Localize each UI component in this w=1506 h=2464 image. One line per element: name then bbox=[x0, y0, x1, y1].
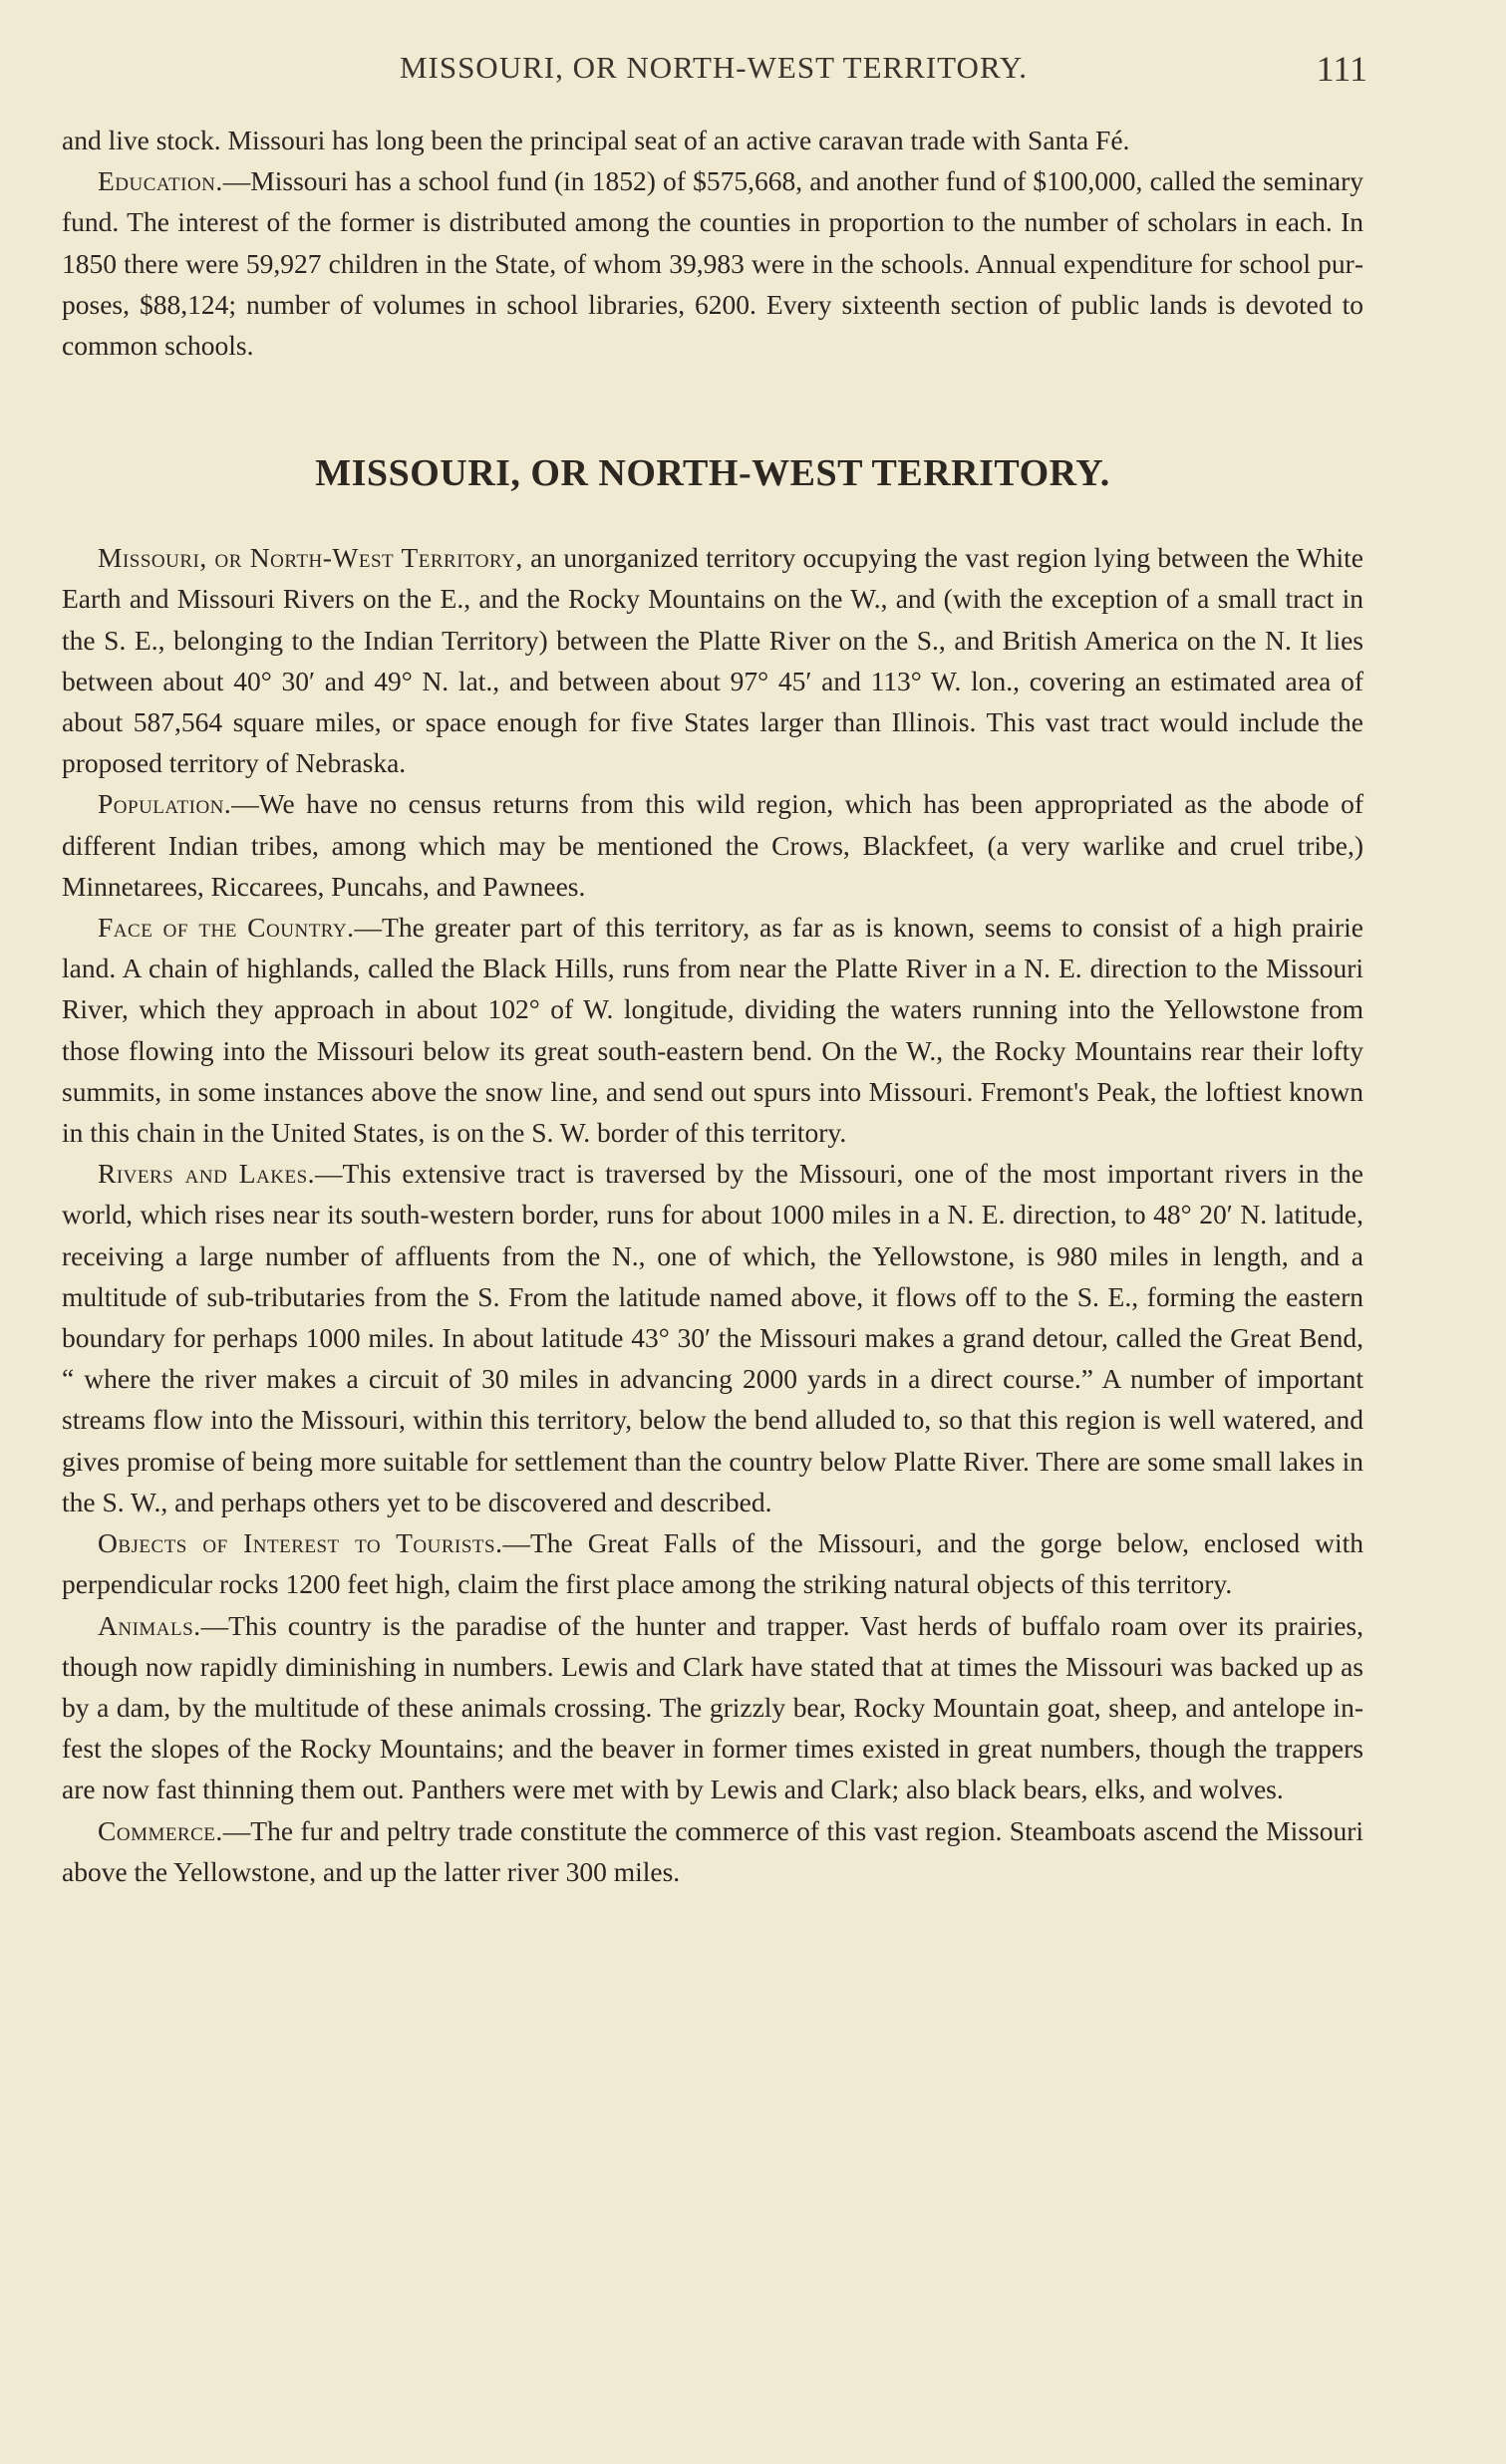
running-head bbox=[60, 50, 1367, 94]
paragraph-commerce bbox=[62, 1810, 1363, 1892]
body-text bbox=[62, 120, 1363, 1892]
page-number: 111 bbox=[1316, 49, 1367, 89]
paragraph-text: —The greater part of this territory, as far as is known, seems to consist of a high prairie land. A chain of highlands, called the Black Hills, runs from near the Platte River in a N. E. direction to the Missouri River, which they approach in about 102° of W. longitude, dividing the waters running into the Yellowstone from those flowing into the Missouri below its great south-eastern bend. On the W., the Rocky Mountains rear their lofty summits, in some instances above the snow line, and send out spurs into Missouri. Fremont's Peak, the loftiest known in this chain in the United States, is on the S. W. border of this territory. bbox=[62, 912, 1363, 1149]
paragraph-text: —The Great Falls of the Missouri, and the gorge below, enclosed with perpendicular rocks 1200 feet high, claim the first place among the striking natural objects of this territory. bbox=[62, 1527, 1363, 1600]
paragraph-heading: Commerce. bbox=[98, 1814, 223, 1846]
paragraph-heading: Education. bbox=[98, 165, 223, 197]
paragraph-heading: Missouri, or North-West Territory, bbox=[98, 542, 523, 574]
paragraph-heading: Rivers and Lakes. bbox=[98, 1158, 316, 1190]
paragraph-education bbox=[62, 160, 1363, 366]
paragraph-text: —The fur and peltry trade constitute the commerce of this vast region. Steamboats ascend the Missouri above the Yellowstone, and up the latter river 300 miles. bbox=[62, 1814, 1363, 1887]
paragraph-text: —This country is the paradise of the hunter and trapper. Vast herds of buffalo roam over its prairies, though now rapidly diminishing in numbers. Lewis and Clark have stated that at times the Missouri was backed up as by a dam, by the multitude of these animals crossing. The grizzly bear, Rocky Mountain goat, sheep, and antelope infest the slopes of the Rocky Mountains; and the beaver in former times existed in great numbers, though the trappers are now fast thinning them out. Panthers were met with by Lewis and Clark; also black bears, elks, and wolves. bbox=[62, 1609, 1363, 1805]
paragraph-heading: Animals. bbox=[98, 1609, 201, 1641]
paragraph-heading: Population. bbox=[98, 788, 232, 820]
paragraph-text: —Missouri has a school fund (in 1852) of $575,668, and another fund of $100,000, called the seminary fund. The interest of the former is distributed among the counties in proportion to the number of scholars in each. In 1850 there were 59,927 children in the State, of whom 39,983 were in the schools. Annual expenditure for school purposes, $88,124; number of volumes in school libraries, 6200. Every sixteenth section of public lands is devoted to common schools. bbox=[62, 165, 1363, 362]
paragraph-text: and live stock. Missouri has long been the principal seat of an active caravan trade with Santa Fé. bbox=[62, 125, 1130, 155]
paragraph-population bbox=[62, 783, 1363, 907]
paragraph-intro bbox=[62, 537, 1363, 783]
paragraph-face-of-country bbox=[62, 907, 1363, 1153]
paragraph-text: —This extensive tract is traversed by the Missouri, one of the most important rivers in the world, which rises near its south-western border, runs for about 1000 miles in a N. E. direction, to 48° 20′ N. latitude, receiving a large number of affluents from the N., one of which, the Yellowstone, is 980 miles in length, and a multitude of sub-tributaries from the S. From the latitude named above, it flows off to the S. E., forming the eastern boundary for perhaps 1000 miles. In about latitude 43° 30′ the Missouri makes a grand detour, called the Great Bend, “ where the river makes a circuit of 30 miles in advancing 2000 yards in a direct course.” A number of important streams flow into the Missouri, within this territory, below the bend alluded to, so that this region is well watered, and gives promise of being more suitable for settlement than the country below Platte River. There are some small lakes in the S. W., and perhaps others yet to be discovered and described. bbox=[62, 1158, 1363, 1517]
paragraph-heading: Face of the Country. bbox=[98, 912, 355, 944]
paragraph-text: an unorganized territory occupying the vast region lying between the White Earth and Missouri Rivers on the E., and the Rocky Mountains on the W., and (with the exception of a small tract in the S. E., belonging to the Indian Territory) between the Platte River on the S., and British America on the N. It lies between about 40° 30′ and 49° N. lat., and between about 97° 45′ and 113° W. lon., covering an estimated area of about 587,564 square miles, or space enough for five States larger than Illinois. This vast tract would include the proposed territory of Nebraska. bbox=[62, 542, 1363, 779]
paragraph-objects-of-interest bbox=[62, 1522, 1363, 1604]
paragraph-continuation bbox=[62, 120, 1363, 160]
paragraph-rivers-and-lakes bbox=[62, 1153, 1363, 1522]
paragraph-heading: Objects of Interest to Tourists. bbox=[98, 1527, 503, 1559]
paragraph-text: —We have no census returns from this wild region, which has been appropriated as the abode of different Indian tribes, among which may be mentioned the Crows, Blackfeet, (a very warlike and cruel tribe,) Minnetarees, Riccarees, Puncahs, and Pawnees. bbox=[62, 788, 1363, 902]
running-title: MISSOURI, OR NORTH-WEST TERRITORY. bbox=[399, 50, 1029, 85]
paragraph-animals bbox=[62, 1605, 1363, 1810]
section-title: MISSOURI, OR NORTH-WEST TERRITORY. bbox=[315, 452, 1110, 495]
